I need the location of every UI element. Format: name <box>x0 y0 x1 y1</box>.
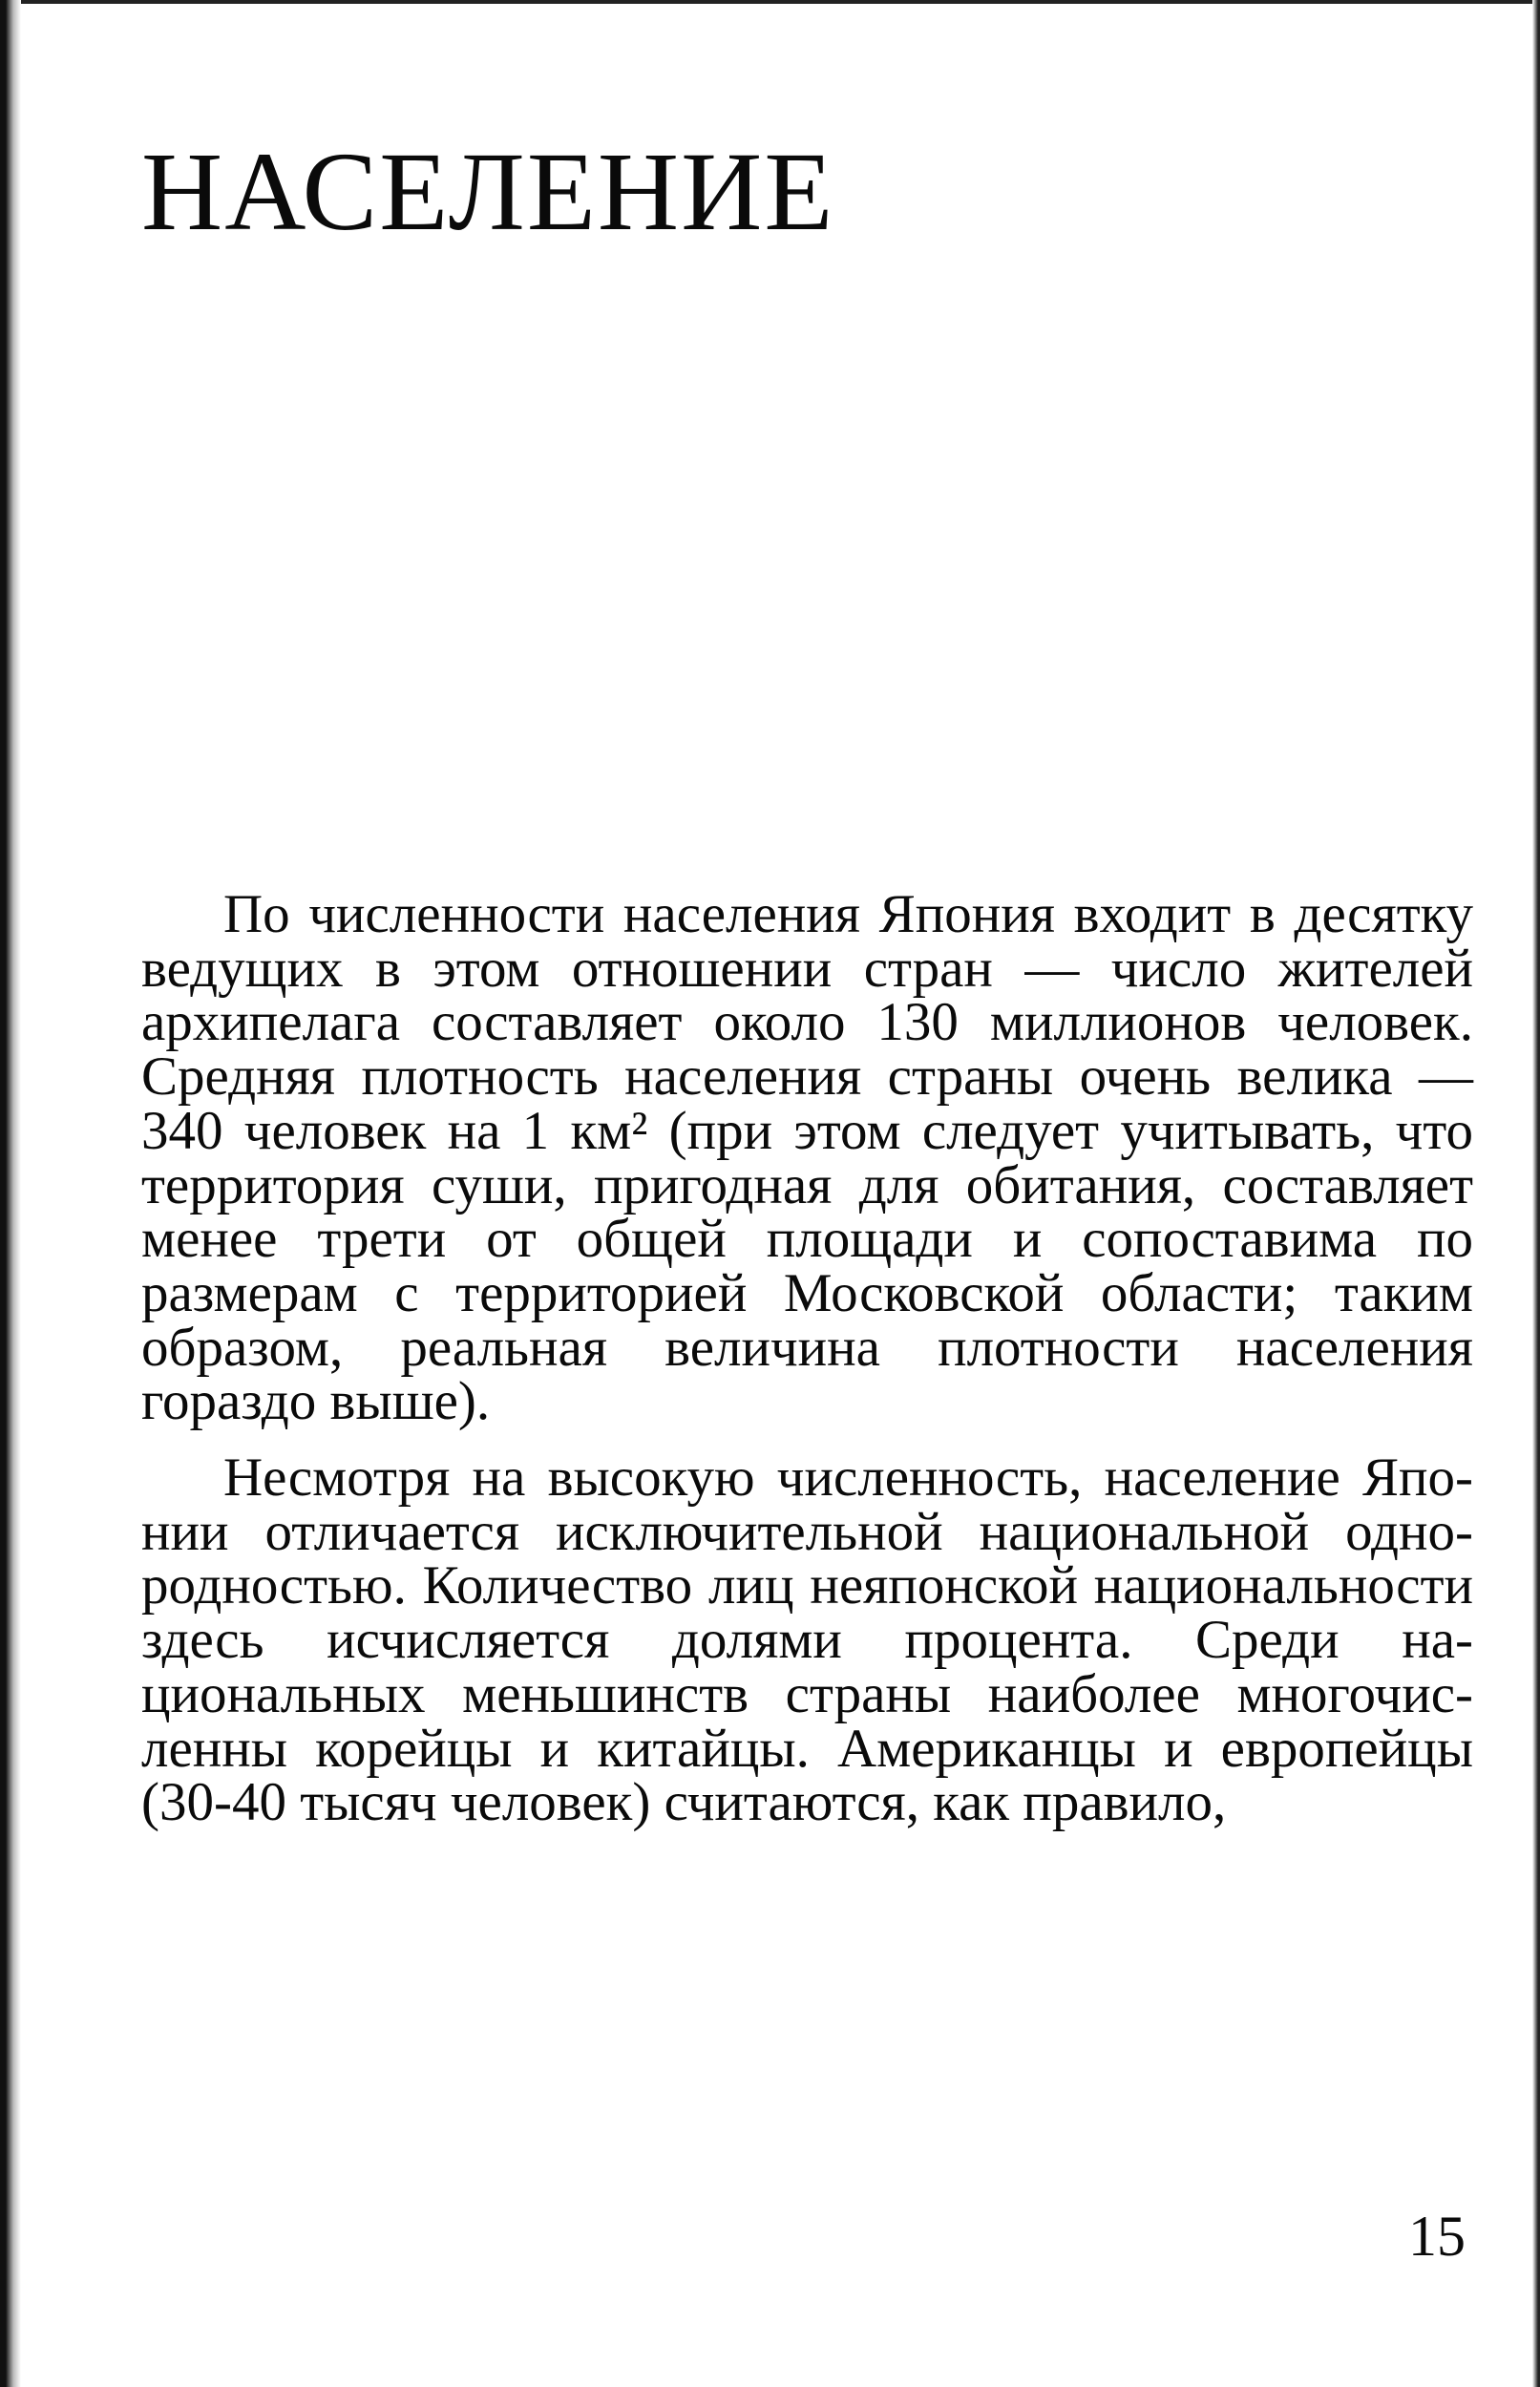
scan-binding-edge <box>0 0 21 2387</box>
scan-edge-right <box>1532 0 1540 2387</box>
page-number: 15 <box>1408 2205 1466 2268</box>
body-text <box>141 884 1473 1833</box>
paragraph-population-density: По численности населения Япония входит в десятку ведущих в этом отношении стран — число жителей архипелага составляет около 130 миллионов человек. Средняя плотность населения страны очень велика — 340 человек на 1 км² (при этом следует учитывать, что территория суши, пригодная для обитания, составляет менее трети от общей площади и сопоставима по размерам с территорией Московской области; таким образом, реальная величина плотности населения гораздо выше). <box>141 884 1473 1432</box>
paragraph-national-homogeneity: Несмотря на высокую численность, население Японии отличается исключительной национальной однородностью. Количество лиц неяпонской национальности здесь исчисляется долями процента. Среди национальных меньшинств страны наиболее многочисленны корейцы и китайцы. Американцы и европейцы (30-40 тысяч человек) считаются, как правило, <box>141 1447 1473 1833</box>
chapter-title: НАСЕЛЕНИЕ <box>141 129 835 254</box>
scan-edge-top <box>0 0 1540 4</box>
